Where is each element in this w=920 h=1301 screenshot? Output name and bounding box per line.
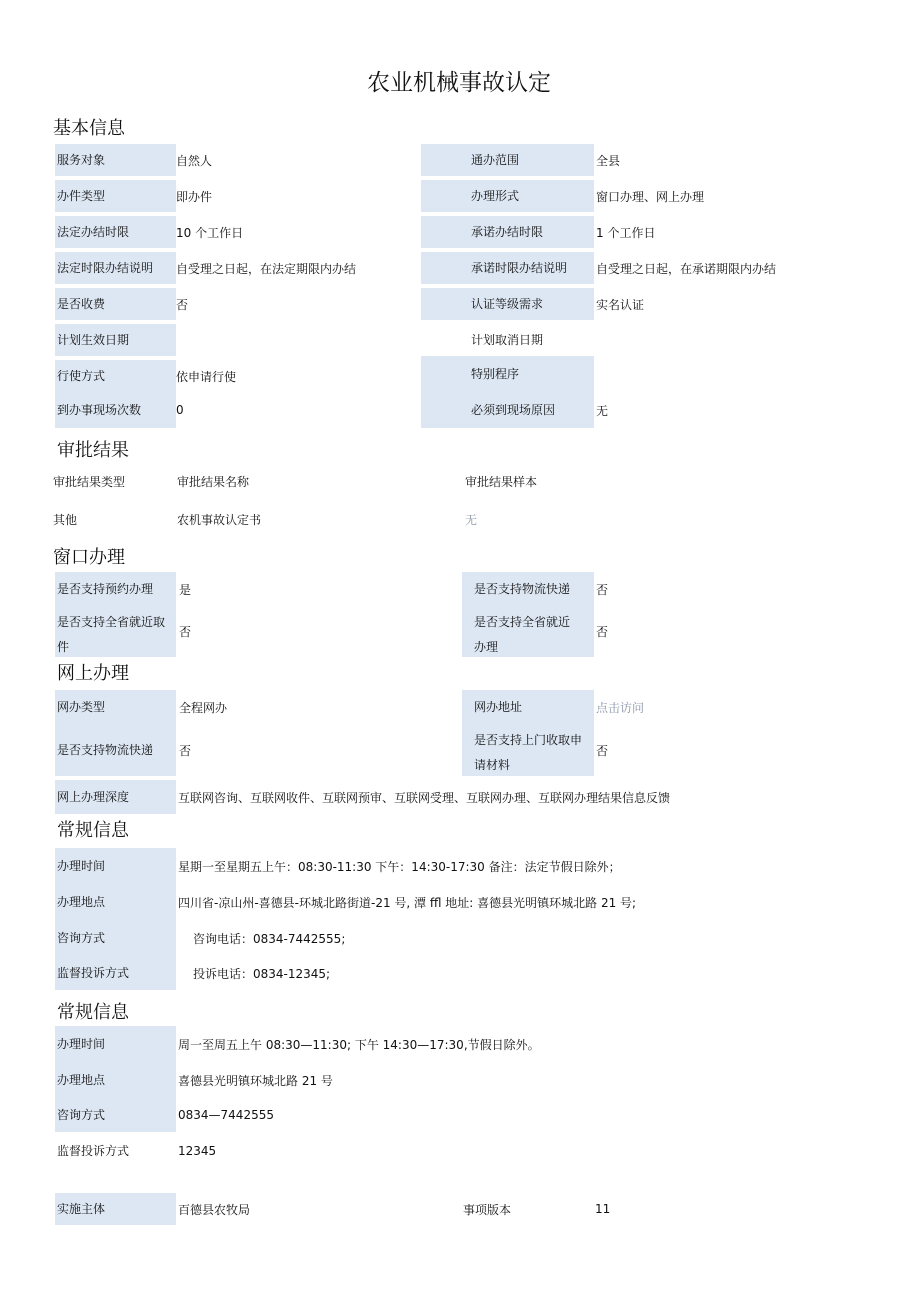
section-online-heading: 网上办理 <box>57 663 129 684</box>
regular-label: 咨询方式 <box>55 1098 176 1132</box>
basic-label: 必须到现场原因 <box>421 392 594 428</box>
regular-value: 12345 <box>178 1144 217 1158</box>
basic-label: 到办事现场次数 <box>55 392 176 428</box>
basic-label: 办件类型 <box>55 180 176 212</box>
regular-label: 办理时间 <box>55 848 176 884</box>
basic-value: 1 个工作日 <box>596 225 656 240</box>
implementing-body-value: 百德县农牧局 <box>178 1202 251 1217</box>
regular-value: 投诉电话：0834-12345; <box>193 966 331 981</box>
result-sample-link[interactable]: 无 <box>465 512 478 527</box>
regular-value: 0834—7442555 <box>178 1108 274 1122</box>
online-value: 全程网办 <box>179 700 228 715</box>
online-label: 网办地址 <box>462 690 594 724</box>
item-version-label: 事项版本 <box>463 1202 512 1217</box>
section-regular-heading-2: 常规信息 <box>57 1002 129 1023</box>
result-type: 其他 <box>53 512 78 527</box>
basic-label: 法定时限办结说明 <box>55 252 176 284</box>
window-value: 否 <box>179 625 192 639</box>
basic-value: 10 个工作日 <box>176 225 244 240</box>
basic-label: 承诺时限办结说明 <box>421 252 594 284</box>
basic-label: 特别程序 <box>421 356 594 392</box>
basic-value: 自然人 <box>176 153 213 168</box>
result-header-name: 审批结果名称 <box>177 474 250 489</box>
online-label: 是否支持物流快递 <box>55 724 176 776</box>
online-depth-value: 互联网咨询、互联网收件、互联网预审、互联网受理、互联网办理、互联网办理结果信息反馈 <box>178 790 671 805</box>
basic-label: 认证等级需求 <box>421 288 594 320</box>
window-value: 否 <box>596 582 609 597</box>
basic-value: 实名认证 <box>596 297 645 312</box>
window-label: 是否支持物流快递 <box>462 572 594 606</box>
basic-value: 无 <box>596 403 609 418</box>
basic-value: 即办件 <box>176 189 213 204</box>
basic-label: 服务对象 <box>55 144 176 176</box>
section-window-heading: 窗口办理 <box>53 547 125 568</box>
basic-label: 通办范围 <box>421 144 594 176</box>
regular-value: 喜德县光明镇环城北路 21 号 <box>178 1073 333 1088</box>
regular-label: 咨询方式 <box>55 920 176 956</box>
basic-value: 0 <box>176 403 184 417</box>
basic-label: 承诺办结时限 <box>421 216 594 248</box>
result-header-sample: 审批结果样本 <box>465 474 538 489</box>
online-label: 是否支持上门收取申请材料 <box>462 724 594 776</box>
window-value: 是 <box>179 582 192 597</box>
regular-value: 咨询电话：0834-7442555; <box>193 931 346 946</box>
regular-value: 周一至周五上午 08:30—11:30; 下午 14:30—17:30,节假日除外。 <box>178 1037 540 1052</box>
item-version-value: 11 <box>595 1202 611 1216</box>
online-depth-label: 网上办理深度 <box>55 780 176 814</box>
page-title: 农业机械事故认定 <box>367 70 551 96</box>
basic-value: 全县 <box>596 153 621 168</box>
regular-label: 监督投诉方式 <box>57 1143 130 1158</box>
basic-value: 自受理之日起，在承诺期限内办结 <box>596 261 777 276</box>
online-value: 否 <box>179 743 192 758</box>
regular-value: 四川省-凉山州-喜德县-环城北路街道-21 号, 潭 ffl 地址: 喜德县光明镇环城北路 21 号; <box>178 895 637 910</box>
basic-label: 计划取消日期 <box>471 332 544 347</box>
implementing-body-label: 实施主体 <box>55 1193 176 1225</box>
result-name: 农机事故认定书 <box>177 512 262 527</box>
regular-value: 星期一至星期五上午：08:30-11:30 下午：14:30-17:30 备注：法定节假日除外； <box>178 859 621 874</box>
basic-label: 办理形式 <box>421 180 594 212</box>
basic-value: 自受理之日起，在法定期限内办结 <box>176 261 357 276</box>
basic-label: 计划生效日期 <box>55 324 176 356</box>
basic-label: 法定办结时限 <box>55 216 176 248</box>
online-address-link[interactable]: 点击访问 <box>596 700 645 715</box>
regular-label: 办理地点 <box>55 1062 176 1098</box>
section-result-heading: 审批结果 <box>57 440 129 461</box>
basic-value: 依申请行使 <box>176 369 237 384</box>
basic-value: 否 <box>176 297 189 312</box>
basic-label: 是否收费 <box>55 288 176 320</box>
section-basic-heading: 基本信息 <box>53 118 125 139</box>
regular-label: 办理时间 <box>55 1026 176 1062</box>
online-value: 否 <box>596 743 609 758</box>
regular-label: 监督投诉方式 <box>55 956 176 990</box>
online-label: 网办类型 <box>55 690 176 724</box>
regular-label: 办理地点 <box>55 884 176 920</box>
section-regular-heading: 常规信息 <box>57 820 129 841</box>
window-value: 否 <box>596 625 609 639</box>
window-label: 是否支持全省就近办理 <box>462 606 594 657</box>
basic-value: 窗口办理、网上办理 <box>596 189 705 204</box>
basic-label: 行使方式 <box>55 360 176 392</box>
window-label: 是否支持预约办理 <box>55 572 176 606</box>
result-header-type: 审批结果类型 <box>53 474 126 489</box>
window-label: 是否支持全省就近取件 <box>55 606 176 657</box>
